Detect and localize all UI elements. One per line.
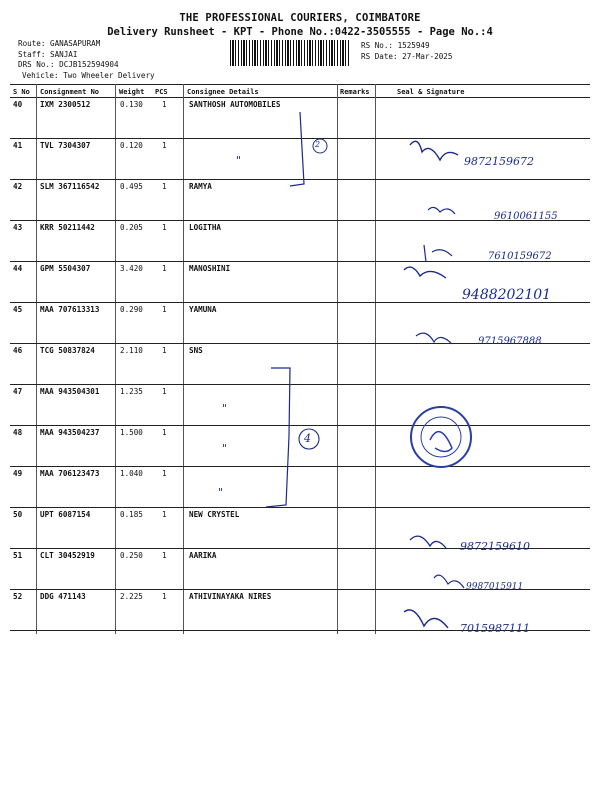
row-consignment-no: GPM 5504307 [40,264,91,273]
row-sno: 44 [13,264,23,273]
row-consignee: SANTHOSH AUTOMOBILES [189,100,281,109]
rs-number: RS No.: 1525949 [361,41,430,50]
row-consignee: SNS [189,346,203,355]
row-consignment-no: IXM 2300512 [40,100,91,109]
row-weight: 0.495 [120,182,143,191]
ditto-mark: " [218,486,224,499]
row-consignment-no: MAA 707613313 [40,305,100,314]
row-pcs: 1 [162,428,167,437]
col-sep [183,84,184,634]
row-weight: 0.205 [120,223,143,232]
row-consignee: MANOSHINI [189,264,231,273]
row-weight: 2.225 [120,592,143,601]
route-label: Route: GANASAPURAM [18,39,101,48]
row-sno: 51 [13,551,23,560]
row-weight: 1.235 [120,387,143,396]
row-sno: 43 [13,223,23,232]
signature-phone: 9715967888 [478,336,542,347]
signature-phone: 9488202101 [462,287,552,303]
col-header-consignment: Consignment No [40,88,100,96]
row-sno: 52 [13,592,23,601]
row-rule [10,384,590,385]
row-consignee: LOGITHA [189,223,222,232]
col-sep [115,84,116,634]
ditto-mark: " [236,154,242,167]
barcode [230,40,350,66]
rs-date: RS Date: 27-Mar-2025 [361,51,453,61]
col-header-remarks: Remarks [340,88,370,96]
row-sno: 49 [13,469,23,478]
row-consignment-no: MAA 943504237 [40,428,100,437]
col-header-weight: Weight [119,88,145,96]
row-pcs: 1 [162,592,167,601]
signature-phone: 9872159610 [460,540,530,553]
row-pcs: 1 [162,346,167,355]
row-weight: 1.500 [120,428,143,437]
row-sno: 42 [13,182,23,191]
col-header-consignee: Consignee Details [187,88,259,96]
row-sno: 48 [13,428,23,437]
staff-label: Staff: SANJAI [18,49,78,59]
signature-phone: 9872159672 [464,155,534,168]
row-sno: 45 [13,305,23,314]
row-consignment-no: KRR 50211442 [40,223,95,232]
row-pcs: 1 [162,510,167,519]
row-weight: 2.110 [120,346,143,355]
row-pcs: 1 [162,305,167,314]
col-header-seal: Seal & Signature [397,88,465,96]
runsheet-subtitle: Delivery Runsheet - KPT - Phone No.:0422-3505555 - Page No.:4 [107,26,493,38]
row-weight: 0.130 [120,100,143,109]
row-consignee: ATHIVINAYAKA NIRES [189,592,272,601]
row-sno: 47 [13,387,23,396]
row-consignment-no: DDG 471143 [40,592,86,601]
row-rule [10,425,590,426]
row-consignment-no: UPT 6087154 [40,510,91,519]
table-header-rule [10,97,590,98]
row-consignment-no: CLT 30452919 [40,551,95,560]
row-sno: 50 [13,510,23,519]
row-rule [10,179,590,180]
row-pcs: 1 [162,182,167,191]
vehicle-label: Vehicle: Two Wheeler Delivery [22,70,155,80]
row-rule [10,138,590,139]
company-title: THE PROFESSIONAL COURIERS, COIMBATORE [179,12,421,24]
row-consignee: NEW CRYSTEL [189,510,240,519]
row-weight: 3.420 [120,264,143,273]
signature-phone: 9987015911 [466,582,524,592]
row-weight: 0.120 [120,141,143,150]
row-consignee: RAMYA [189,182,212,191]
row-weight: 1.040 [120,469,143,478]
row-sno: 40 [13,100,23,109]
row-pcs: 1 [162,141,167,150]
row-consignment-no: MAA 943504301 [40,387,100,396]
row-consignment-no: SLM 367116542 [40,182,100,191]
ditto-mark: " [222,442,228,455]
col-header-pcs: PCS [155,88,168,96]
row-consignment-no: MAA 706123473 [40,469,100,478]
row-consignment-no: TVL 7304307 [40,141,91,150]
drs-label: DRS No.: DCJB152594904 [18,60,119,69]
row-consignment-no: TCG 50837824 [40,346,95,355]
row-consignee: YAMUNA [189,305,217,314]
bracket-note-1: 2 [315,140,321,149]
row-pcs: 1 [162,469,167,478]
row-rule [10,466,590,467]
row-pcs: 1 [162,223,167,232]
table-top-rule [10,84,590,85]
bracket-note-2: 4 [304,432,311,445]
row-sno: 46 [13,346,23,355]
row-pcs: 1 [162,100,167,109]
row-weight: 0.250 [120,551,143,560]
signature-phone: 7015987111 [460,622,530,635]
col-sep [337,84,338,634]
row-weight: 0.290 [120,305,143,314]
col-sep [375,84,376,634]
col-header-sno: S No [13,88,30,96]
meta-right [361,41,452,62]
row-consignee: AARIKA [189,551,217,560]
col-sep [36,84,37,634]
meta-left [18,39,155,81]
row-pcs: 1 [162,551,167,560]
ditto-mark: " [222,402,228,415]
row-weight: 0.185 [120,510,143,519]
row-pcs: 1 [162,264,167,273]
signature-phone: 9610061155 [494,211,558,222]
signature-phone: 7610159672 [488,251,552,262]
row-rule [10,507,590,508]
row-sno: 41 [13,141,23,150]
row-pcs: 1 [162,387,167,396]
